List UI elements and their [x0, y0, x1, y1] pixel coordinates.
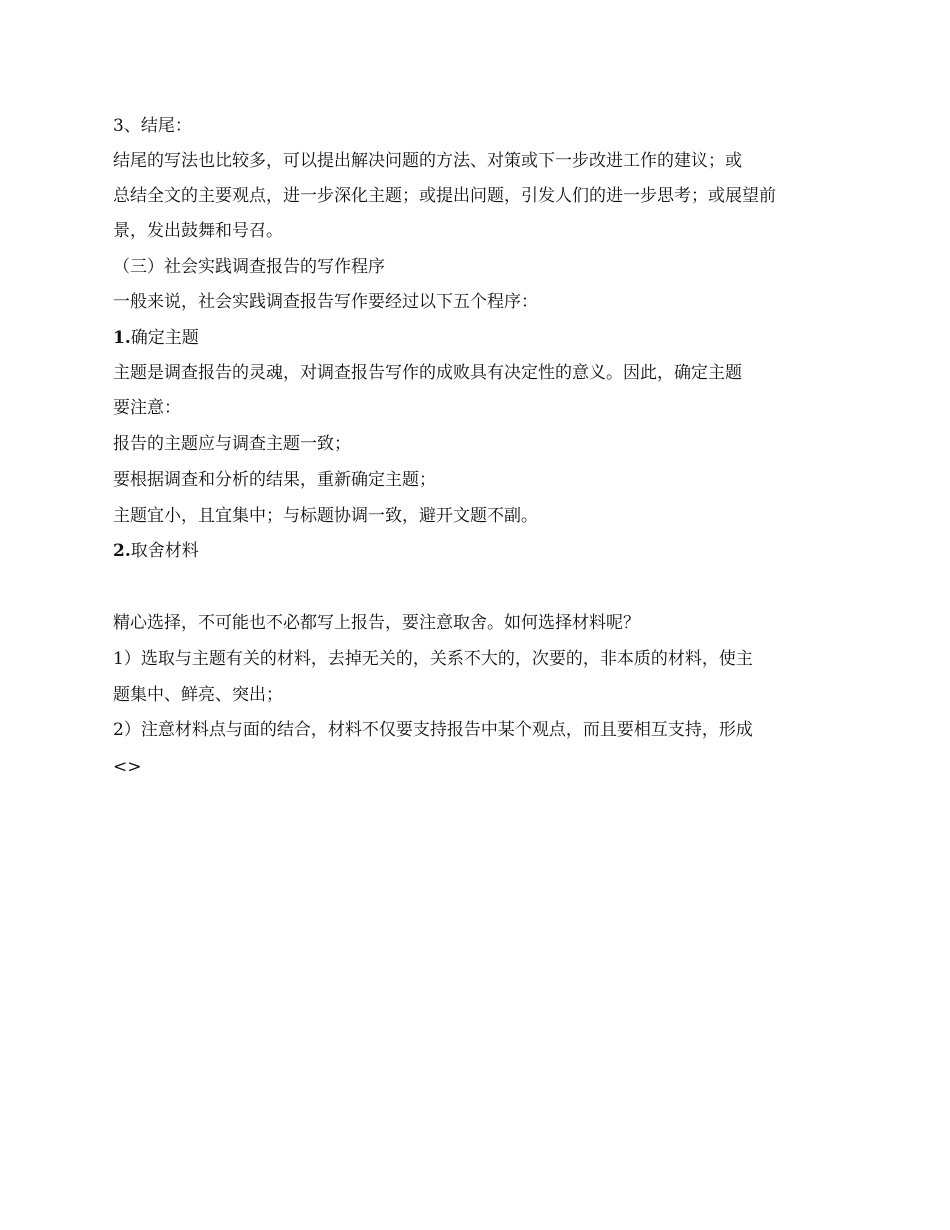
- step-title: 确定主题: [130, 328, 199, 348]
- list-item: 主题宜小，且宜集中；与标题协调一致，避开文题不副。: [113, 506, 538, 526]
- paragraph-line: 精心选择，不可能也不必都写上报告，要注意取舍。如何选择材料呢？: [113, 613, 640, 633]
- list-item: 报告的主题应与调查主题一致；: [113, 434, 351, 454]
- paragraph-line: 结尾的写法也比较多，可以提出解决问题的方法、对策或下一步改进工作的建议；或: [113, 151, 742, 171]
- step-number: 1.: [113, 328, 131, 348]
- step-heading-1: [113, 327, 199, 349]
- section-heading: （三）社会实践调查报告的写作程序: [113, 257, 385, 277]
- list-item: 要根据调查和分析的结果，重新确定主题；: [113, 470, 436, 490]
- paragraph-line: 景，发出鼓舞和号召。: [113, 221, 283, 241]
- step-number: 2.: [113, 541, 131, 561]
- list-item: 1）选取与主题有关的材料，去掉无关的，关系不大的，次要的，非本质的材料，使主: [113, 649, 753, 669]
- step-heading-2: [113, 540, 199, 562]
- list-item: 2）注意材料点与面的结合，材料不仅要支持报告中某个观点，而且要相互支持，形成: [113, 720, 753, 740]
- section-end-heading: 3、结尾：: [113, 116, 192, 136]
- paragraph-line: 一般来说，社会实践调查报告写作要经过以下五个程序：: [113, 292, 538, 312]
- paragraph-line: 主题是调查报告的灵魂，对调查报告写作的成败具有决定性的意义。因此，确定主题: [113, 363, 742, 383]
- trailing-marker: <>: [113, 757, 142, 777]
- step-title: 取舍材料: [130, 541, 199, 561]
- list-item: 题集中、鲜亮、突出；: [113, 685, 283, 705]
- paragraph-line: 要注意：: [113, 398, 181, 418]
- paragraph-line: 总结全文的主要观点，进一步深化主题；或提出问题，引发人们的进一步思考；或展望前: [113, 186, 776, 206]
